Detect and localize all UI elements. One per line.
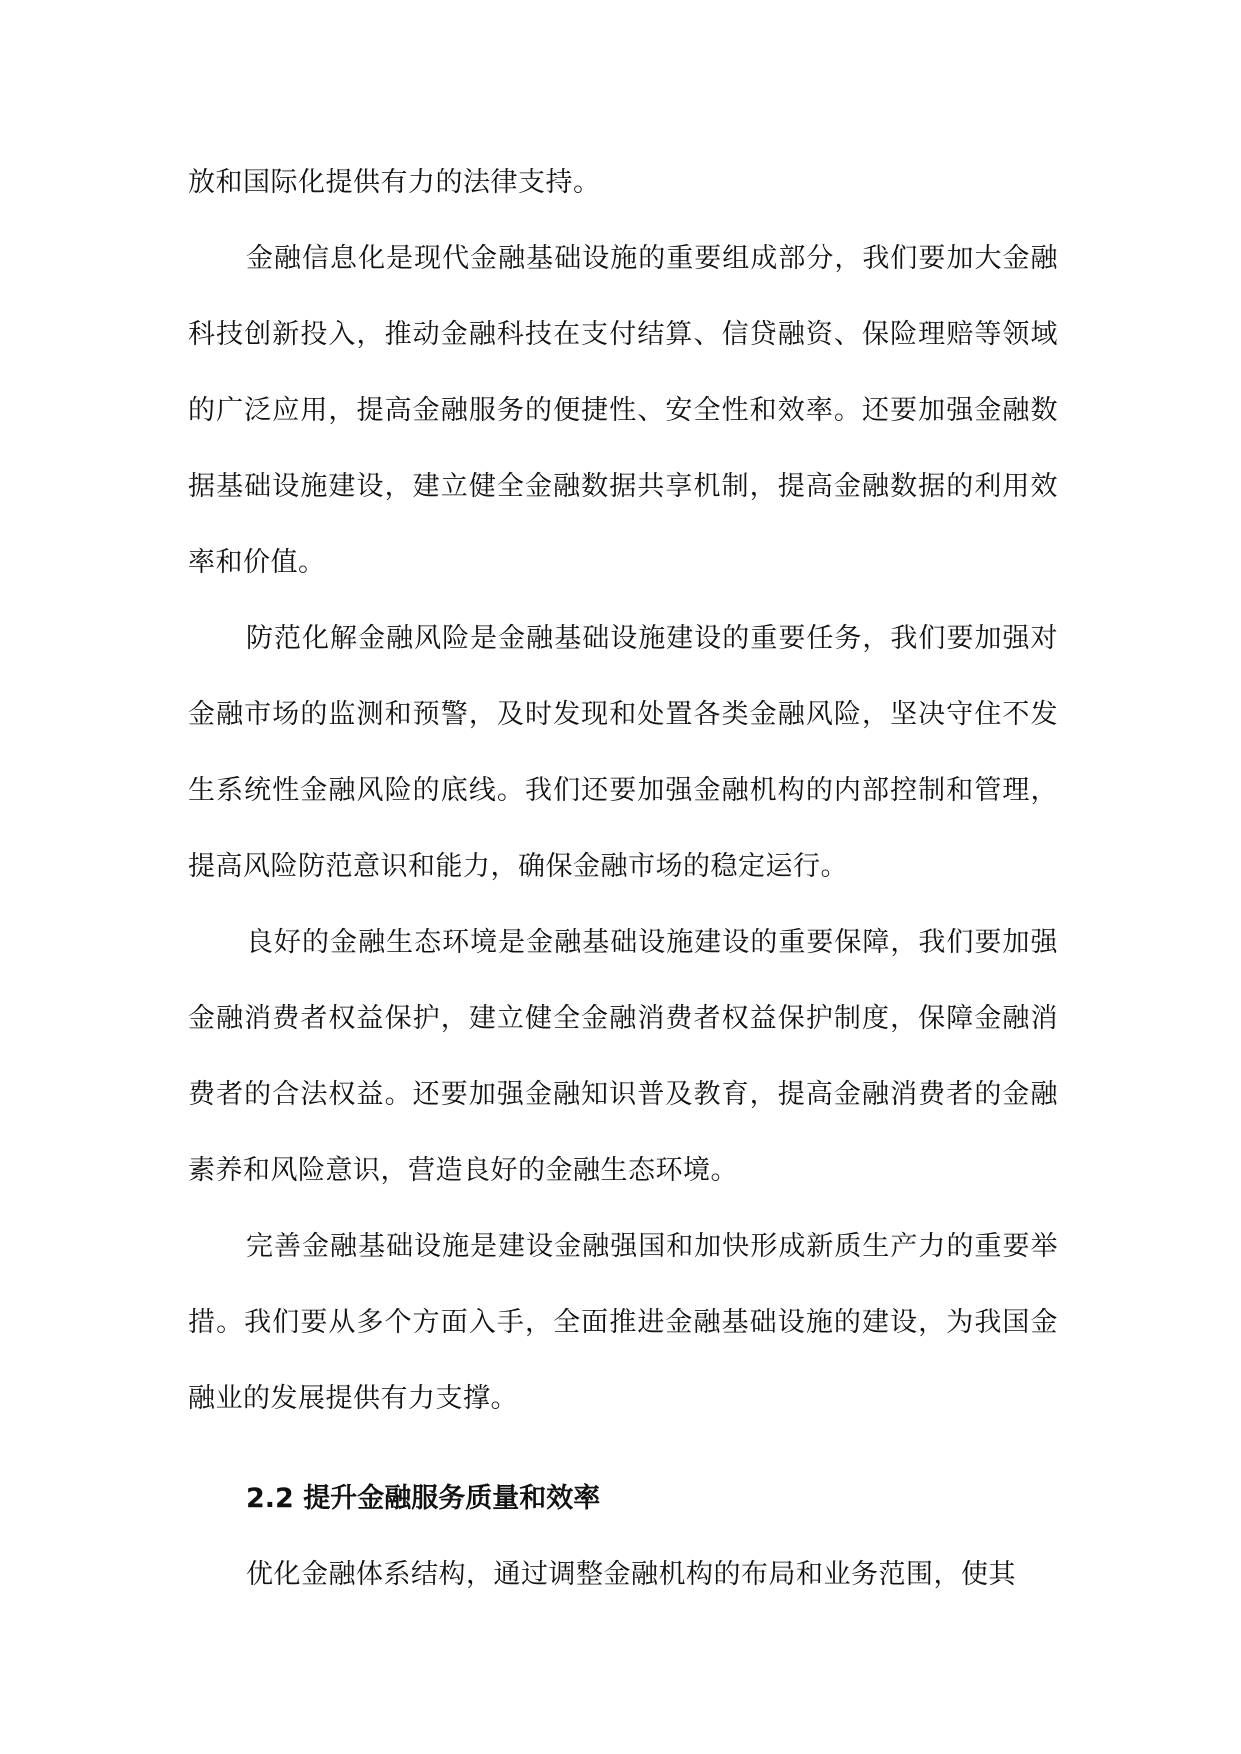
paragraph-structure-optimization: 优化金融体系结构，通过调整金融机构的布局和业务范围，使其 bbox=[246, 1559, 1016, 1590]
paragraph-financial-informatization: 金融信息化是现代金融基础设施的重要组成部分，我们要加大金融科技创新投入，推动金融科技在支付结算、信贷融资、保险理赔等领域的广泛应用，提高金融服务的便捷性、安全性和效率。还要加强金融数据基础设施建设，建立健全金融数据共享机制，提高金融数据的利用效率和价值。 bbox=[188, 243, 1058, 578]
document-page bbox=[188, 145, 1058, 1613]
paragraph-infrastructure-summary: 完善金融基础设施是建设金融强国和加快形成新质生产力的重要举措。我们要从多个方面入手，全面推进金融基础设施的建设，为我国金融业的发展提供有力支撑。 bbox=[188, 1231, 1058, 1414]
paragraph-financial-ecosystem: 良好的金融生态环境是金融基础设施建设的重要保障，我们要加强金融消费者权益保护，建立健全金融消费者权益保护制度，保障金融消费者的合法权益。还要加强金融知识普及教育，提高金融消费者的金融素养和风险意识，营造良好的金融生态环境。 bbox=[188, 927, 1058, 1186]
paragraph-risk-prevention: 防范化解金融风险是金融基础设施建设的重要任务，我们要加强对金融市场的监测和预警，及时发现和处置各类金融风险，坚决守住不发生系统性金融风险的底线。我们还要加强金融机构的内部控制和管理，提高风险防范意识和能力，确保金融市场的稳定运行。 bbox=[188, 623, 1058, 882]
section-heading: 2.2 提升金融服务质量和效率 bbox=[246, 1483, 601, 1514]
paragraph-continuation: 放和国际化提供有力的法律支持。 bbox=[188, 167, 601, 198]
